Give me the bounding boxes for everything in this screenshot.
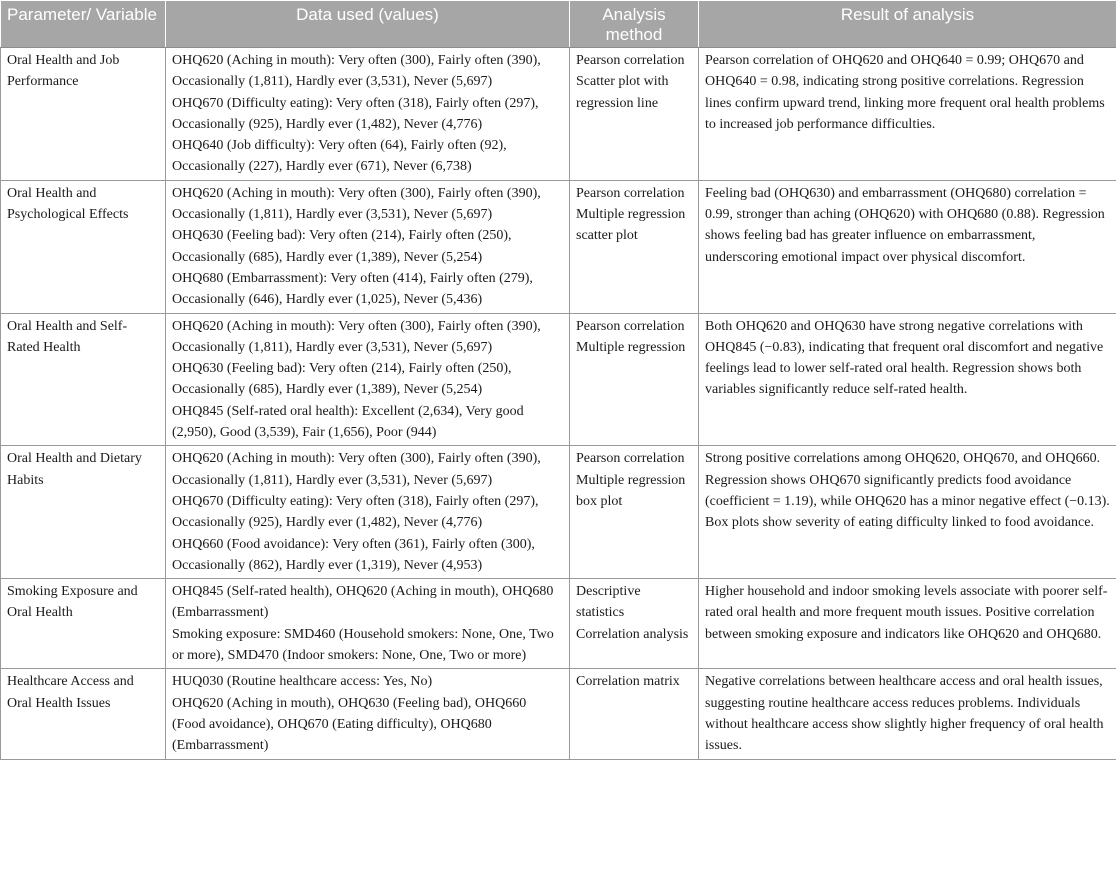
data-cell <box>166 669 570 759</box>
result-cell: Strong positive correlations among OHQ620, OHQ670, and OHQ660. Regression shows OHQ670 significantly predicts food avoidance (coefficient = 1.19), while OHQ620 has a minor negative effect (−0.13). Box plots show severity of eating difficulty linked to food avoidance. <box>699 446 1116 579</box>
result-cell: Feeling bad (OHQ630) and embarrassment (OHQ680) correlation = 0.99, stronger than aching (OHQ620) with OHQ680 (0.88). Regression shows feeling bad has greater influence on embarrassment, underscoring emotional impact over physical discomfort. <box>699 180 1116 313</box>
data-line: Smoking exposure: SMD460 (Household smokers: None, One, Two or more), SMD470 (Indoor smokers: None, One, Two or more) <box>172 626 554 664</box>
table-row <box>1 579 1116 669</box>
data-line: OHQ680 (Embarrassment): Very often (414), Fairly often (279), Occasionally (646), Hardly ever (1,025), Never (5,436) <box>172 270 533 308</box>
result-cell: Pearson correlation of OHQ620 and OHQ640 = 0.99; OHQ670 and OHQ640 = 0.98, indicating strong positive correlations. Regression lines confirm upward trend, linking more frequent oral health problems to increased job performance difficulties. <box>699 48 1116 181</box>
data-line: OHQ845 (Self-rated health), OHQ620 (Aching in mouth), OHQ680 (Embarrassment) <box>172 584 554 621</box>
parameter-cell: Oral Health and Psychological Effects <box>1 180 166 313</box>
data-line: OHQ620 (Aching in mouth): Very often (300), Fairly often (390), Occasionally (1,811), Hardly ever (3,531), Never (5,697) <box>172 451 541 488</box>
method-line: Multiple regression <box>576 472 686 488</box>
method-line: Multiple regression <box>576 339 686 355</box>
data-line: OHQ640 (Job difficulty): Very often (64), Fairly often (92), Occasionally (227), Hardly ever (671), Never (6,738) <box>172 138 507 175</box>
data-line: OHQ620 (Aching in mouth): Very often (300), Fairly often (390), Occasionally (1,811), Hardly ever (3,531), Never (5,697) <box>172 318 541 355</box>
data-line: OHQ630 (Feeling bad): Very often (214), Fairly often (250), Occasionally (685), Hardly ever (1,389), Never (5,254) <box>172 361 512 398</box>
method-line: box plot <box>576 493 623 509</box>
table-row <box>1 313 1116 446</box>
method-line: Scatter plot with regression line <box>576 74 669 111</box>
table-row <box>1 180 1116 313</box>
method-line: Pearson correlation <box>576 53 685 68</box>
data-line: OHQ630 (Feeling bad): Very often (214), Fairly often (250), Occasionally (685), Hardly ever (1,389), Never (5,254) <box>172 228 512 265</box>
method-cell <box>570 48 699 181</box>
header-result: Result of analysis <box>699 1 1116 48</box>
method-cell <box>570 669 699 759</box>
method-cell <box>570 446 699 579</box>
data-cell <box>166 180 570 313</box>
header-data-used: Data used (values) <box>166 1 570 48</box>
data-line: OHQ620 (Aching in mouth), OHQ630 (Feeling bad), OHQ660 (Food avoidance), OHQ670 (Eating difficulty), OHQ680 (Embarrassment) <box>172 695 527 754</box>
table-row <box>1 669 1116 759</box>
data-line: OHQ620 (Aching in mouth): Very often (300), Fairly often (390), Occasionally (1,811), Hardly ever (3,531), Never (5,697) <box>172 53 541 90</box>
method-line: scatter plot <box>576 228 638 244</box>
data-cell <box>166 579 570 669</box>
header-analysis-method: Analysis method <box>570 1 699 48</box>
table-row <box>1 446 1116 579</box>
data-line: OHQ670 (Difficulty eating): Very often (318), Fairly often (297), Occasionally (925), Hardly ever (1,482), Never (4,776) <box>172 493 539 531</box>
method-line: Correlation analysis <box>576 626 689 642</box>
method-line: Correlation matrix <box>576 674 680 690</box>
data-cell <box>166 48 570 181</box>
result-cell: Both OHQ620 and OHQ630 have strong negative correlations with OHQ845 (−0.83), indicating that frequent oral discomfort and negative feelings lead to lower self-rated oral health. Regression shows both variables significantly reduce self-rated health. <box>699 313 1116 446</box>
table-row <box>1 48 1116 181</box>
parameter-cell: Oral Health and Self-Rated Health <box>1 313 166 446</box>
header-row <box>1 1 1116 48</box>
parameter-cell: Healthcare Access and Oral Health Issues <box>1 669 166 759</box>
data-line: OHQ670 (Difficulty eating): Very often (318), Fairly often (297), Occasionally (925), Hardly ever (1,482), Never (4,776) <box>172 95 539 132</box>
result-cell: Higher household and indoor smoking levels associate with poorer self-rated oral health and more frequent mouth issues. Positive correlation between smoking exposure and indicators like OHQ620 and OHQ680. <box>699 579 1116 669</box>
data-cell <box>166 446 570 579</box>
method-cell <box>570 313 699 446</box>
header-parameter: Parameter/ Variable <box>1 1 166 48</box>
method-line: Pearson correlation <box>576 185 685 201</box>
parameter-cell: Smoking Exposure and Oral Health <box>1 579 166 669</box>
parameter-cell: Oral Health and Dietary Habits <box>1 446 166 579</box>
data-line: OHQ845 (Self-rated oral health): Excellent (2,634), Very good (2,950), Good (3,539), Fair (1,656), Poor (944) <box>172 403 524 441</box>
method-line: Pearson correlation <box>576 318 685 334</box>
data-line: OHQ620 (Aching in mouth): Very often (300), Fairly often (390), Occasionally (1,811), Hardly ever (3,531), Never (5,697) <box>172 185 541 223</box>
data-line: OHQ660 (Food avoidance): Very often (361), Fairly often (300), Occasionally (862), Hardly ever (1,319), Never (4,953) <box>172 536 535 573</box>
method-line: Pearson correlation <box>576 451 685 467</box>
method-cell <box>570 180 699 313</box>
method-line: Descriptive statistics <box>576 584 641 621</box>
data-cell <box>166 313 570 446</box>
method-cell <box>570 579 699 669</box>
method-line: Multiple regression <box>576 207 686 223</box>
data-line: HUQ030 (Routine healthcare access: Yes, No) <box>172 674 433 690</box>
result-cell: Negative correlations between healthcare access and oral health issues, suggesting routine healthcare access reduces problems. Individuals without healthcare access show slightly higher frequency of oral health issues. <box>699 669 1116 759</box>
parameter-cell: Oral Health and Job Performance <box>1 48 166 181</box>
